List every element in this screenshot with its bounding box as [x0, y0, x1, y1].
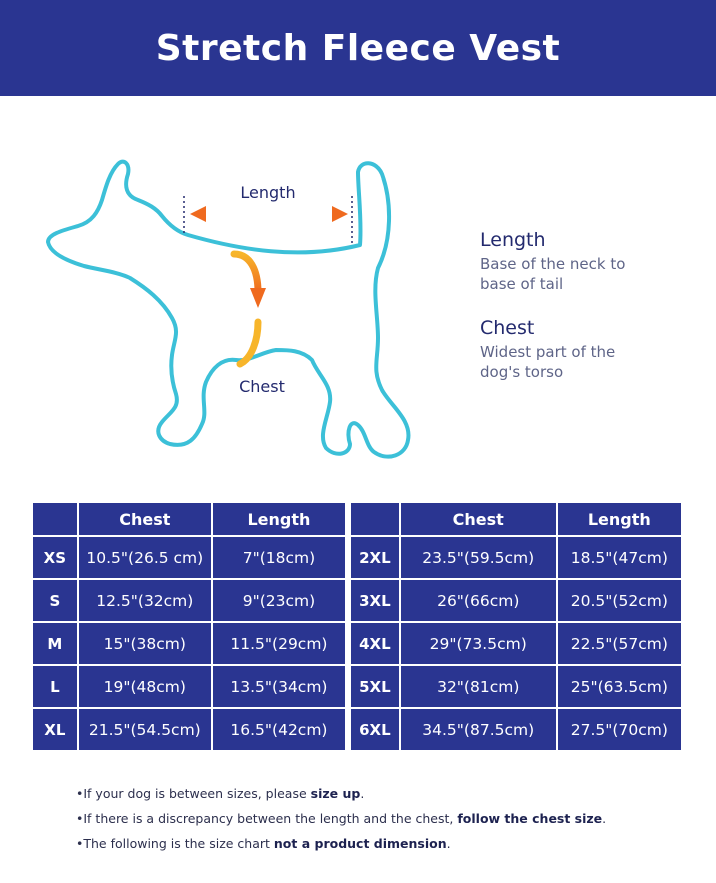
header-chest: Chest	[78, 502, 212, 536]
size-cell: 2XL	[350, 536, 400, 579]
chest-cell: 26"(66cm)	[400, 579, 557, 622]
header-length: Length	[212, 502, 346, 536]
size-table-right	[349, 501, 683, 752]
size-cell: M	[32, 622, 78, 665]
chest-cell: 29"(73.5cm)	[400, 622, 557, 665]
size-cell: L	[32, 665, 78, 708]
table-row	[32, 622, 346, 665]
size-cell: 5XL	[350, 665, 400, 708]
size-cell: 4XL	[350, 622, 400, 665]
table-row	[32, 708, 346, 751]
header-chest: Chest	[400, 502, 557, 536]
sizing-notes	[76, 786, 696, 861]
legend-length-desc-line2: base of tail	[480, 275, 564, 293]
dog-measurement-diagram	[40, 150, 420, 470]
table-row	[350, 708, 682, 751]
length-cell: 25"(63.5cm)	[557, 665, 682, 708]
dog-outline-illustration	[40, 150, 420, 470]
page-title: Stretch Fleece Vest	[155, 27, 561, 69]
legend-length-desc-line1: Base of the neck to	[480, 255, 626, 273]
chest-cell: 10.5"(26.5 cm)	[78, 536, 212, 579]
chest-cell: 23.5"(59.5cm)	[400, 536, 557, 579]
note-item: •If there is a discrepancy between the length and the chest, follow the chest size.	[76, 811, 607, 826]
legend-length-term: Length	[480, 229, 546, 251]
size-cell: XS	[32, 536, 78, 579]
page-header	[0, 0, 716, 96]
header-size-blank	[350, 502, 400, 536]
size-cell: 6XL	[350, 708, 400, 751]
chest-cell: 15"(38cm)	[78, 622, 212, 665]
chest-cell: 21.5"(54.5cm)	[78, 708, 212, 751]
legend-length-desc	[480, 254, 700, 294]
size-cell: 3XL	[350, 579, 400, 622]
legend-chest-term: Chest	[480, 317, 535, 339]
legend-chest-desc-line1: Widest part of the	[480, 343, 616, 361]
chest-cell: 12.5"(32cm)	[78, 579, 212, 622]
table-row	[32, 579, 346, 622]
table-row	[350, 665, 682, 708]
header-length: Length	[557, 502, 682, 536]
size-cell: S	[32, 579, 78, 622]
table-row	[350, 579, 682, 622]
length-cell: 9"(23cm)	[212, 579, 346, 622]
legend-chest	[480, 316, 700, 382]
size-cell: XL	[32, 708, 78, 751]
chest-cell: 19"(48cm)	[78, 665, 212, 708]
length-cell: 18.5"(47cm)	[557, 536, 682, 579]
chest-arrow	[234, 254, 266, 364]
table-row	[32, 536, 346, 579]
length-cell: 13.5"(34cm)	[212, 665, 346, 708]
chest-label: Chest	[239, 377, 285, 396]
chest-cell: 34.5"(87.5cm)	[400, 708, 557, 751]
table-row	[350, 622, 682, 665]
length-cell: 7"(18cm)	[212, 536, 346, 579]
note-item: •The following is the size chart not a product dimension.	[76, 836, 451, 851]
length-cell: 20.5"(52cm)	[557, 579, 682, 622]
header-size-blank	[32, 502, 78, 536]
length-cell: 11.5"(29cm)	[212, 622, 346, 665]
legend-length	[480, 228, 700, 294]
dog-outline	[48, 162, 408, 457]
chest-cell: 32"(81cm)	[400, 665, 557, 708]
legend-chest-desc	[480, 342, 700, 382]
length-cell: 27.5"(70cm)	[557, 708, 682, 751]
length-label: Length	[240, 183, 296, 202]
table-row	[350, 536, 682, 579]
legend-chest-desc-line2: dog's torso	[480, 363, 564, 381]
size-chart	[31, 501, 683, 749]
length-cell: 22.5"(57cm)	[557, 622, 682, 665]
length-arrow	[190, 206, 348, 222]
table-row	[32, 665, 346, 708]
size-table-left	[31, 501, 347, 752]
note-item: •If your dog is between sizes, please size up.	[76, 786, 365, 801]
length-cell: 16.5"(42cm)	[212, 708, 346, 751]
measurement-legend	[480, 228, 700, 404]
